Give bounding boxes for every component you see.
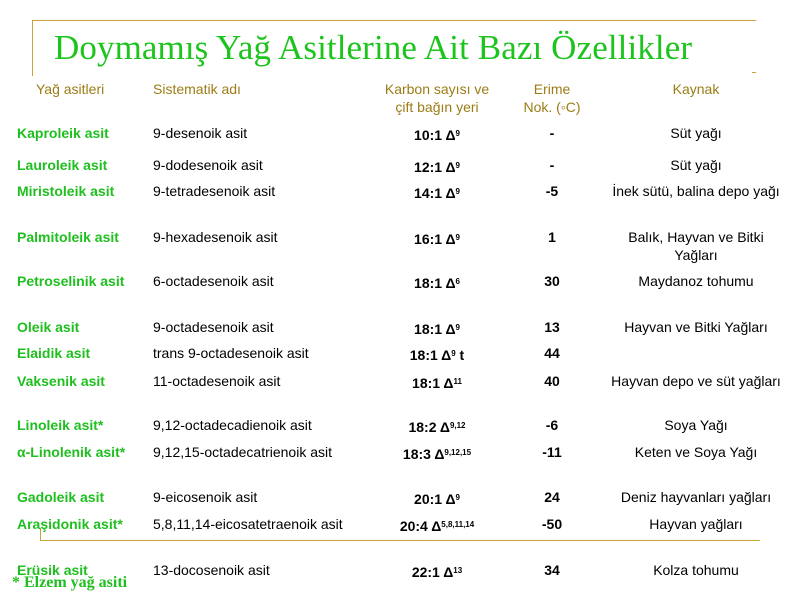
source: Hayvan yağları — [649, 516, 743, 532]
carbon-notation — [374, 230, 500, 248]
carbon-notation-base: 12:1 Δ — [414, 159, 456, 175]
footnote: * Elzem yağ asiti — [12, 574, 128, 591]
acid-name: Petroselinik asit — [17, 273, 125, 289]
frame-left-rule — [32, 20, 33, 76]
double-bond-position: 5,8,11,14 — [441, 520, 475, 529]
source: Soya Yağı — [664, 417, 728, 433]
header-systematic-name: Sistematik adı — [153, 81, 241, 97]
carbon-notation-suffix: t — [455, 347, 465, 363]
source: Hayvan depo ve süt yağları — [611, 373, 781, 389]
systematic-name: 9-hexadesenoik asit — [153, 229, 278, 245]
double-bond-position: 9 — [455, 233, 460, 242]
double-bond-position: 9 — [451, 349, 456, 358]
header-melt-line1: Erime — [533, 81, 571, 97]
carbon-notation — [374, 158, 500, 176]
acid-name: α-Linolenik asit* — [17, 444, 126, 460]
melting-point: 13 — [544, 319, 560, 335]
systematic-name: 9-tetradesenoik asit — [153, 183, 276, 199]
double-bond-position: 13 — [453, 566, 463, 575]
systematic-name: 5,8,11,14-eicosatetraenoik asit — [153, 516, 343, 532]
carbon-notation — [374, 320, 500, 338]
carbon-notation-base: 18:3 Δ — [402, 446, 445, 462]
carbon-notation-base: 18:1 Δ — [414, 321, 456, 337]
systematic-name: 9-desenoik asit — [153, 125, 248, 141]
systematic-name: 6-octadesenoik asit — [153, 273, 274, 289]
melting-point: 24 — [544, 489, 560, 505]
header-carbon-count — [366, 80, 508, 116]
carbon-notation-base: 20:1 Δ — [414, 491, 456, 507]
melting-point: 34 — [544, 562, 560, 578]
melting-point: -50 — [541, 516, 563, 532]
double-bond-position: 9 — [455, 161, 460, 170]
source: Süt yağı — [670, 157, 722, 173]
carbon-notation — [374, 418, 500, 436]
carbon-notation-base: 18:1 Δ — [414, 275, 456, 291]
carbon-notation-base: 16:1 Δ — [414, 231, 456, 247]
frame-right-tick — [752, 72, 756, 73]
systematic-name: 11-octadesenoik asit — [153, 373, 281, 389]
systematic-name: 13-docosenoik asit — [153, 562, 270, 578]
header-source: Kaynak — [672, 81, 720, 97]
acid-name: Vaksenik asit — [17, 373, 105, 389]
carbon-notation-base: 18:1 Δ — [412, 375, 454, 391]
source: Kolza tohumu — [653, 562, 739, 578]
header-fatty-acids: Yağ asitleri — [36, 81, 105, 97]
source: İnek sütü, balina depo yağı — [612, 183, 780, 199]
carbon-notation-base: 18:1 Δ — [409, 347, 452, 363]
double-bond-position: 9 — [455, 493, 460, 502]
melting-point: 30 — [544, 273, 560, 289]
melting-point: - — [549, 125, 555, 141]
carbon-notation — [374, 184, 500, 202]
acid-name: Araşidonik asit* — [17, 516, 123, 532]
carbon-notation-base: 18:2 Δ — [408, 419, 450, 435]
header-carbon-line1: Karbon sayısı ve — [384, 81, 490, 97]
carbon-notation-base: 22:1 Δ — [411, 564, 454, 580]
melting-point: - — [549, 157, 555, 173]
systematic-name: 9-eicosenoik asit — [153, 489, 258, 505]
source: Maydanoz tohumu — [638, 273, 754, 289]
carbon-notation — [374, 374, 500, 392]
acid-name: Linoleik asit* — [17, 417, 104, 433]
acid-name: Oleik asit — [17, 319, 80, 335]
carbon-notation — [374, 274, 500, 292]
source: Süt yağı — [670, 125, 722, 141]
acid-name: Kaproleik asit — [17, 125, 109, 141]
source: Hayvan ve Bitki Yağları — [624, 319, 768, 335]
systematic-name: 9-dodesenoik asit — [153, 157, 263, 173]
melting-point: 40 — [544, 373, 560, 389]
header-melt-line2: Nok. (◦C) — [523, 99, 581, 115]
carbon-notation — [374, 126, 500, 144]
acid-name: Erüsik asit — [17, 562, 88, 578]
header-melting-point — [512, 80, 592, 116]
frame-bottom-rule — [40, 540, 760, 541]
double-bond-position: 9,12 — [449, 421, 466, 430]
double-bond-position: 9 — [455, 323, 460, 332]
systematic-name: trans 9-octadesenoik asit — [153, 345, 309, 361]
melting-point: 1 — [548, 229, 556, 245]
header-carbon-line2: çift bağın yeri — [395, 99, 479, 115]
carbon-notation — [374, 445, 500, 463]
double-bond-position: 9,12,15 — [444, 448, 472, 457]
slide-title: Doymamış Yağ Asitlerine Ait Bazı Özellikler — [54, 28, 693, 67]
source: Balık, Hayvan ve Bitki Yağları — [628, 229, 764, 263]
double-bond-position: 11 — [453, 377, 462, 386]
double-bond-position: 9 — [455, 187, 460, 196]
source: Keten ve Soya Yağı — [634, 444, 758, 460]
carbon-notation-base: 20:4 Δ — [399, 518, 442, 534]
double-bond-position: 6 — [455, 277, 460, 286]
carbon-notation-base: 14:1 Δ — [414, 185, 456, 201]
acid-name: Gadoleik asit — [17, 489, 105, 505]
carbon-notation-base: 10:1 Δ — [414, 127, 456, 143]
systematic-name: 9-octadesenoik asit — [153, 319, 274, 335]
melting-point: -5 — [545, 183, 559, 199]
melting-point: 44 — [544, 345, 560, 361]
acid-name: Elaidik asit — [17, 345, 91, 361]
melting-point: -6 — [545, 417, 559, 433]
carbon-notation — [374, 517, 500, 535]
double-bond-position: 9 — [455, 129, 460, 138]
carbon-notation — [374, 490, 500, 508]
frame-top-rule — [32, 20, 756, 21]
carbon-notation — [374, 563, 500, 581]
acid-name: Miristoleik asit — [17, 183, 115, 199]
systematic-name: 9,12,15-octadecatrienoik asit — [153, 444, 332, 460]
acid-name: Palmitoleik asit — [17, 229, 119, 245]
systematic-name: 9,12-octadecadienoik asit — [153, 417, 312, 433]
carbon-notation — [374, 346, 500, 364]
acid-name: Lauroleik asit — [17, 157, 108, 173]
melting-point: -11 — [542, 444, 562, 460]
source: Deniz hayvanları yağları — [620, 489, 772, 505]
